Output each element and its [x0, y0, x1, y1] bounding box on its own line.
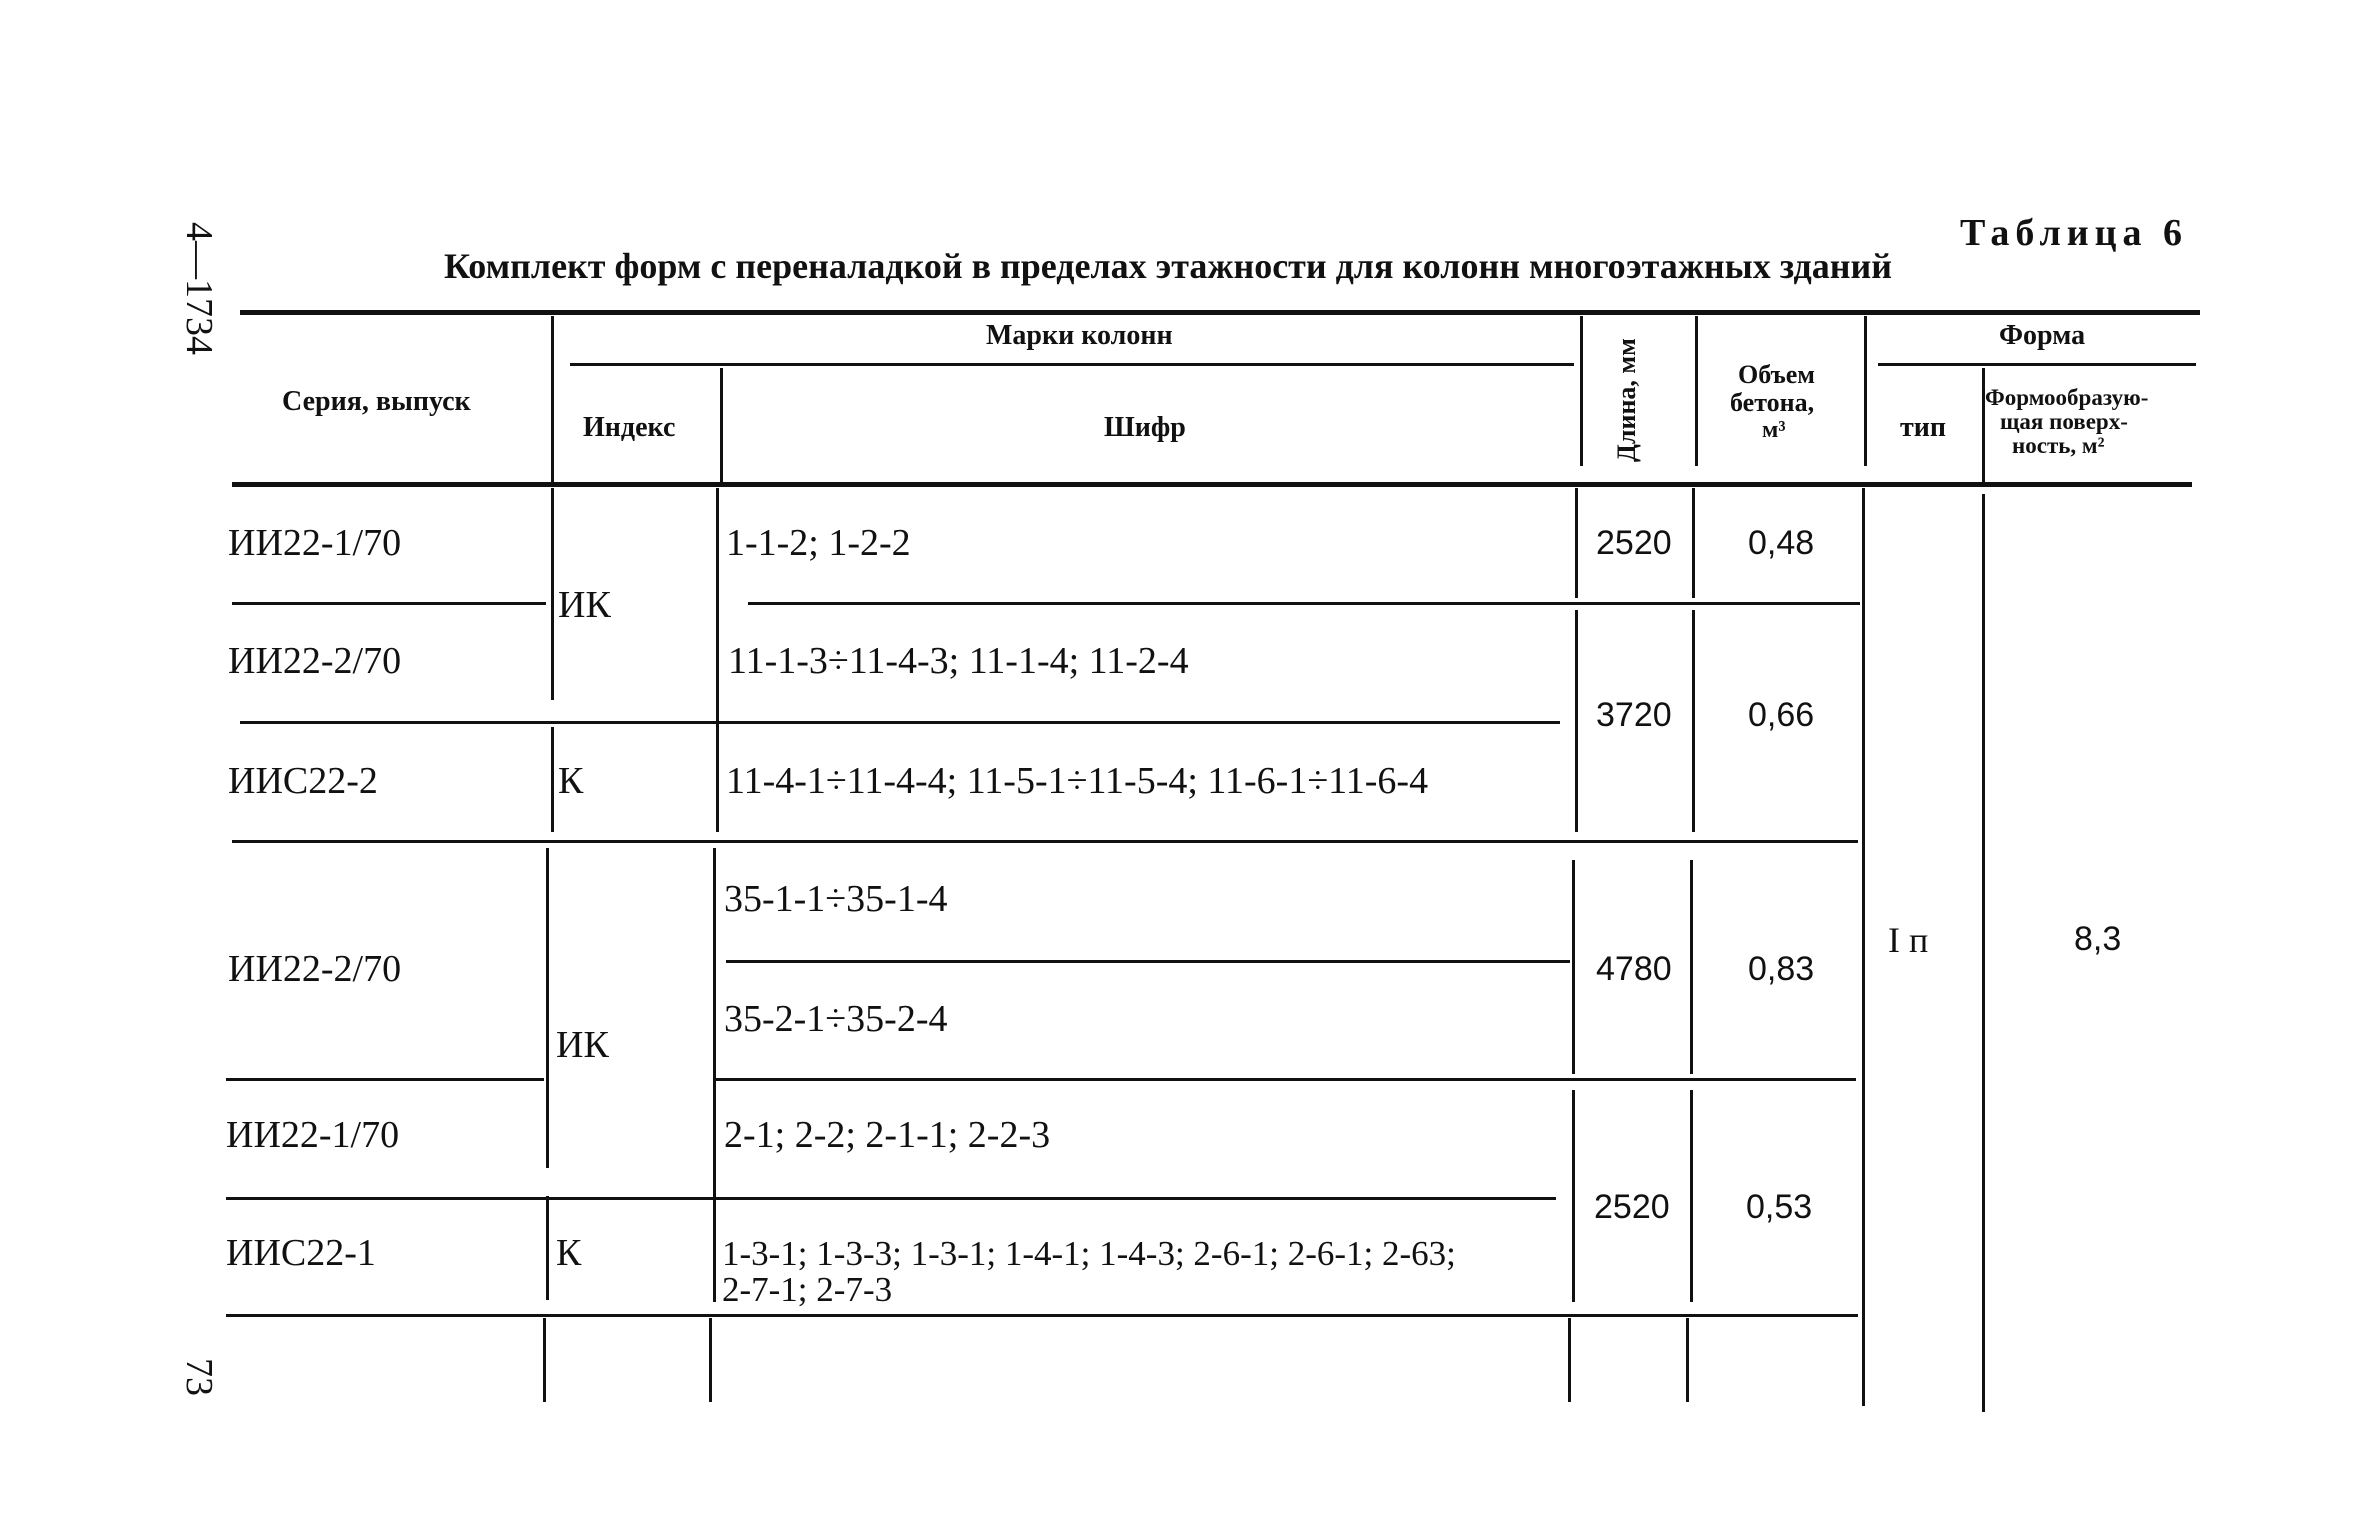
header-surface-3: ность, м² [2012, 433, 2105, 458]
form-surface: 8,3 [2074, 920, 2122, 958]
header-surface-2: щая поверх- [2000, 409, 2128, 434]
row4-series: ИИ22-2/70 [228, 948, 402, 990]
row2-code: 11-1-3÷11-4-3; 11-1-4; 11-2-4 [728, 640, 1189, 682]
row5-code: 2-1; 2-2; 2-1-1; 2-2-3 [724, 1114, 1051, 1156]
row1-volume: 0,48 [1748, 524, 1815, 562]
header-volume-3: м³ [1762, 417, 1786, 443]
form-underline [1878, 363, 2196, 366]
header-marks: Марки колонн [986, 320, 1173, 351]
table-title: Комплект форм с переналадкой в пределах этажности для колонн многоэтажных зданий [444, 246, 1892, 286]
header-volume-1: Объем [1738, 360, 1815, 389]
row5-series: ИИ22-1/70 [226, 1114, 400, 1156]
header-series: Серия, выпуск [282, 386, 471, 417]
row3-series: ИИС22-2 [228, 760, 378, 802]
header-form: Форма [1999, 320, 2086, 351]
row1-code: 1-1-2; 1-2-2 [726, 522, 911, 564]
header-index: Индекс [583, 412, 676, 443]
header-top-rule [240, 310, 2200, 315]
row4-code-a: 35-1-1÷35-1-4 [724, 878, 948, 920]
row1-length: 2520 [1596, 524, 1672, 562]
row2-series: ИИ22-2/70 [228, 640, 402, 682]
group-length-2520-bottom: 2520 [1594, 1188, 1670, 1226]
header-surface-1: Формообразую- [1985, 385, 2149, 410]
row6-index: К [556, 1232, 582, 1274]
form-type: I п [1888, 920, 1929, 960]
group-volume-066: 0,66 [1748, 696, 1815, 734]
row4-code-b: 35-2-1÷35-2-4 [724, 998, 948, 1040]
page-number: 73 [178, 1358, 220, 1396]
row4-length: 4780 [1596, 950, 1672, 988]
group-volume-053: 0,53 [1746, 1188, 1813, 1226]
header-length: Длина, мм [1612, 338, 1641, 462]
header-bottom-rule [232, 482, 2192, 487]
row3-code: 11-4-1÷11-4-4; 11-5-1÷11-5-4; 11-6-1÷11-6-4 [726, 760, 1429, 802]
index-ik-top: ИК [558, 584, 611, 626]
table-caption: Таблица 6 [1960, 212, 2189, 254]
marks-underline [570, 363, 1574, 366]
row6-code-line1: 1-3-1; 1-3-3; 1-3-1; 1-4-1; 1-4-3; 2-6-1; 2-6-1; 2-63; [722, 1234, 1456, 1273]
header-type: тип [1900, 412, 1947, 443]
header-code: Шифр [1104, 412, 1186, 443]
group-length-3720: 3720 [1596, 696, 1672, 734]
side-document-number: 4—1734 [178, 222, 220, 355]
row3-index: К [558, 760, 584, 802]
index-ik-mid: ИК [556, 1024, 609, 1066]
row6-code-line2: 2-7-1; 2-7-3 [722, 1270, 893, 1309]
row1-series: ИИ22-1/70 [228, 522, 402, 564]
header-volume-2: бетона, [1730, 388, 1815, 417]
row6-series: ИИС22-1 [226, 1232, 376, 1274]
row4-volume: 0,83 [1748, 950, 1815, 988]
